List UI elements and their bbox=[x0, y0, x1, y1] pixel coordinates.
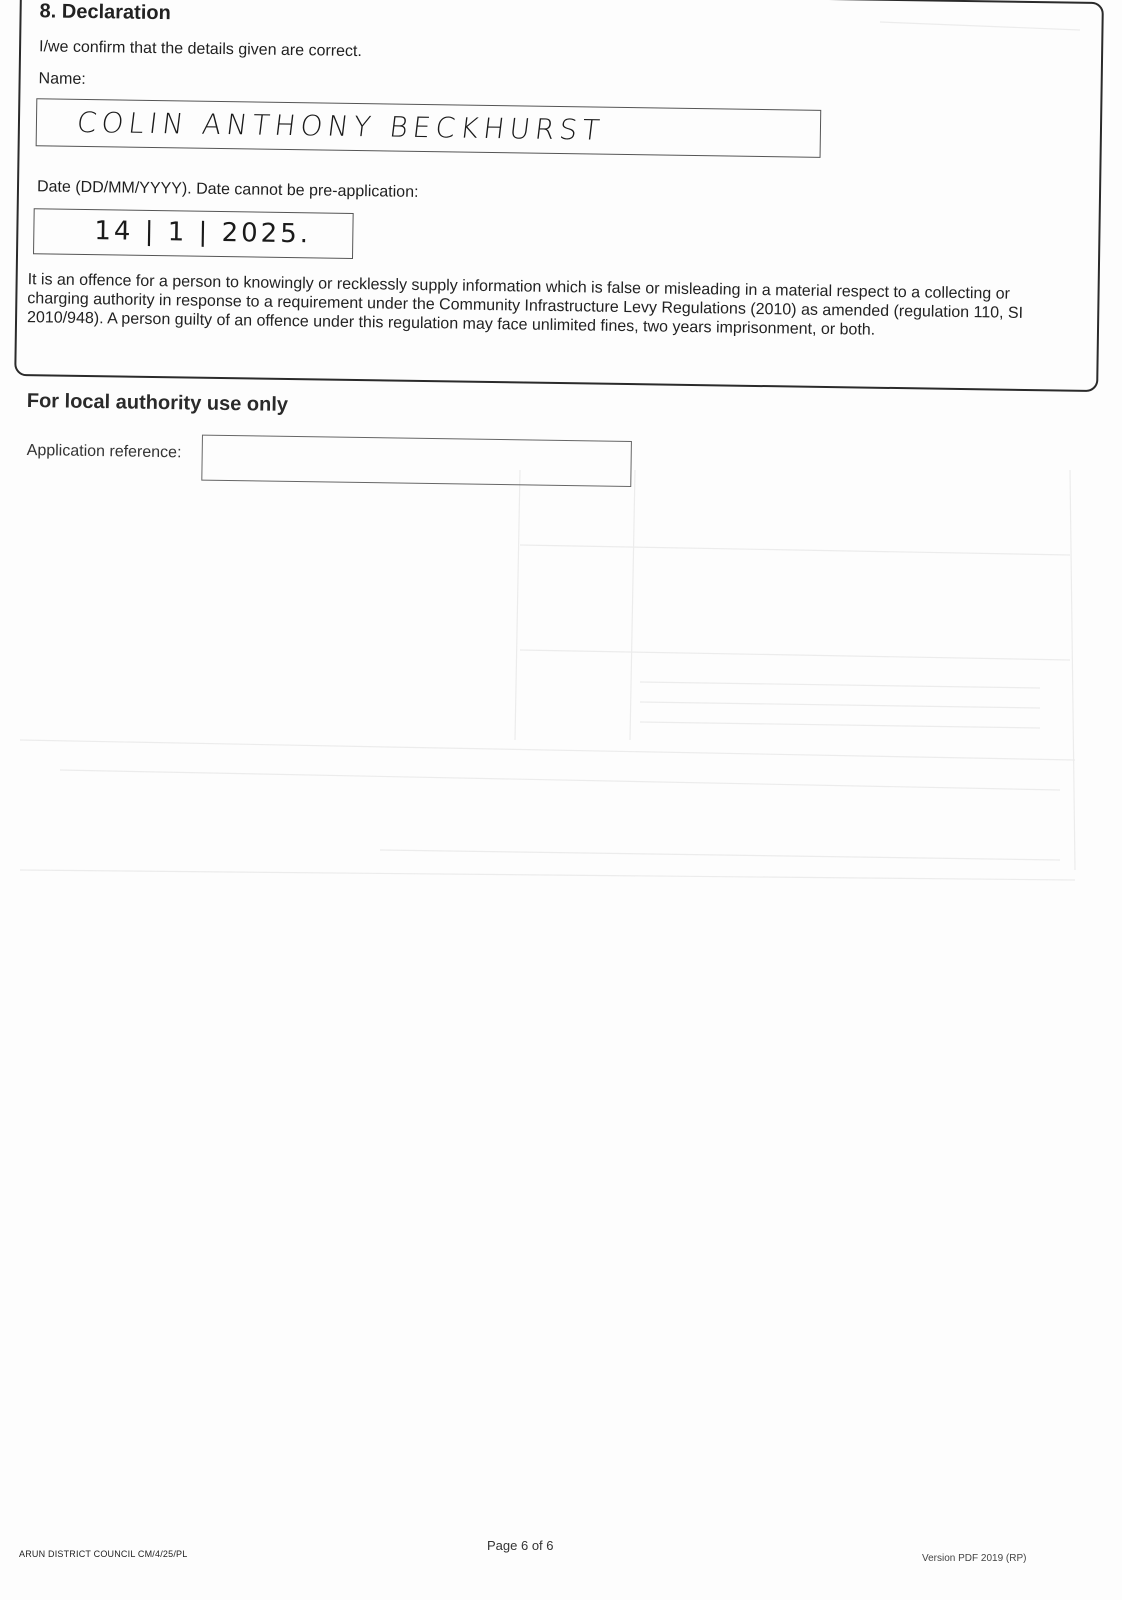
application-reference-field[interactable] bbox=[201, 435, 632, 487]
date-field[interactable] bbox=[33, 208, 354, 259]
name-field[interactable] bbox=[36, 98, 822, 158]
name-label: Name: bbox=[38, 70, 86, 88]
version-label: Version PDF 2019 (RP) bbox=[922, 1553, 1027, 1564]
page-number: Page 6 of 6 bbox=[487, 1538, 554, 1553]
date-handwritten-value: 14 | 1 | 2025. bbox=[94, 216, 312, 250]
date-label: Date (DD/MM/YYYY). Date cannot be pre-application: bbox=[36, 178, 419, 201]
application-reference-label: Application reference: bbox=[26, 441, 182, 462]
local-authority-heading: For local authority use only bbox=[26, 390, 289, 416]
name-handwritten-value: COLIN ANTHONY BECKHURST bbox=[75, 105, 607, 147]
declaration-section bbox=[14, 0, 1104, 392]
council-footer-code: ARUN DISTRICT COUNCIL CM/4/25/PL bbox=[19, 1549, 188, 1559]
offence-warning-text: It is an offence for a person to knowingly or recklessly supply information which is false or misleading in a material respect to a collecting or charging authority in response to a requirement under the Community Infrastructure Levy Regulations (2010) as amended (regulation 110, SI 2010/948). A person guilty of an offence under this regulation may face unlimited fines, two years imprisonment, or both. bbox=[26, 271, 1024, 339]
declaration-title: 8. Declaration bbox=[39, 0, 171, 25]
confirm-statement: I/we confirm that the details given are correct. bbox=[38, 38, 363, 61]
application-reference-row bbox=[26, 432, 647, 501]
